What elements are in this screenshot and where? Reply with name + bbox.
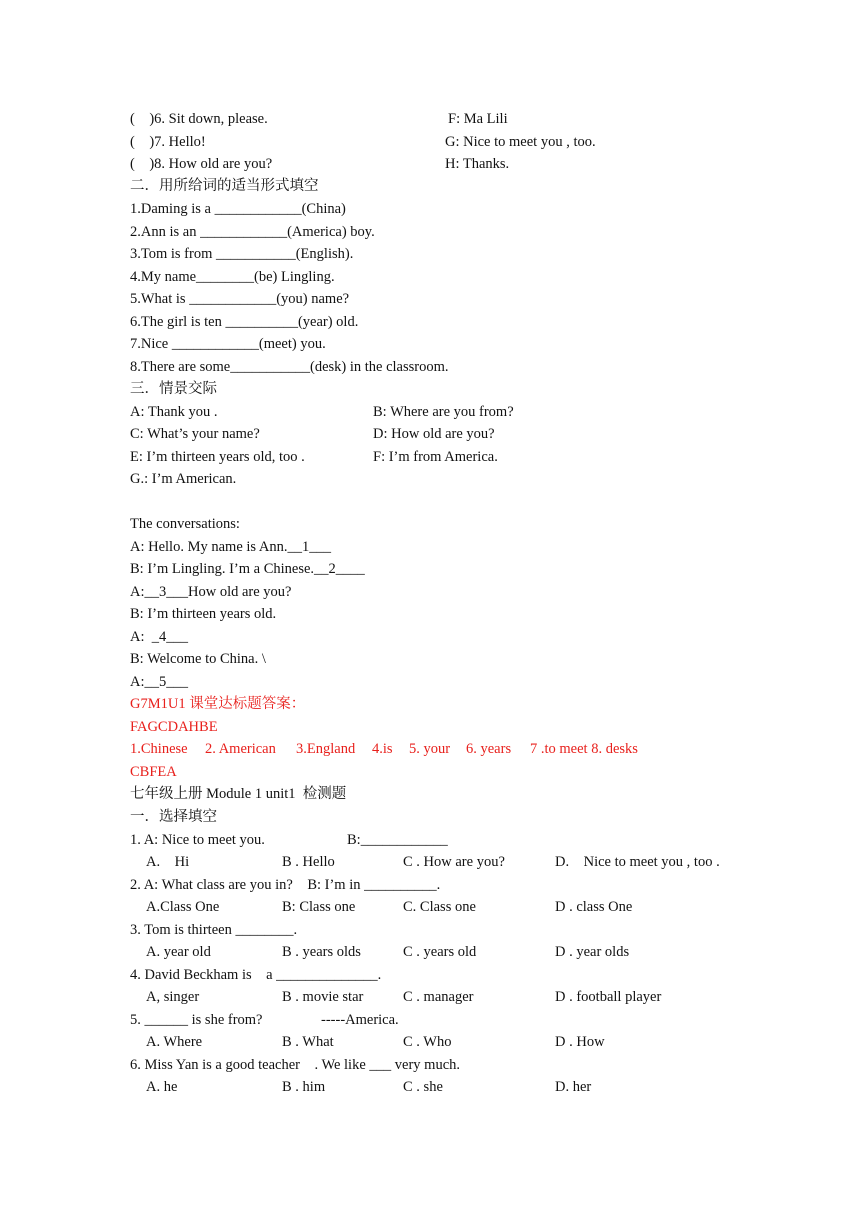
- conv-text: B: I’m thirteen years old.: [130, 606, 277, 622]
- fill-item-3: 3.Tom is from ___________(English).: [130, 246, 354, 262]
- conv-text: A: Hello. My name is Ann.: [130, 539, 288, 555]
- question-3-option-a: A. year old: [146, 944, 211, 960]
- conversation-line-5: [130, 628, 188, 646]
- conv-blank: __3___: [144, 584, 188, 600]
- matching-right-f: F: Ma Lili: [448, 111, 508, 127]
- question-5-option-a: A. Where: [146, 1034, 203, 1050]
- option-a: A: Thank you .: [130, 404, 218, 420]
- conv-text: A:: [130, 674, 145, 690]
- conv-text: A:: [130, 629, 152, 645]
- section2-heading: 二．用所给词的适当形式填空: [130, 178, 319, 194]
- fill-item-5: 5.What is ____________(you) name?: [130, 291, 350, 307]
- question-6-option-c: C . she: [403, 1079, 443, 1095]
- question-6-option-b: B . him: [282, 1079, 326, 1095]
- conversation-line-3: [130, 583, 291, 601]
- question-3-option-c: C . years old: [403, 944, 477, 960]
- option-d: D: How old are you?: [373, 426, 495, 442]
- conv-blank: __5___: [144, 674, 188, 690]
- option-f: F: I’m from America.: [373, 449, 498, 465]
- question-3-stem: 3. Tom is thirteen ________.: [130, 922, 298, 938]
- option-e: E: I’m thirteen years old, too .: [130, 449, 305, 465]
- answer-6: 6. years: [466, 741, 512, 757]
- question-5-option-b: B . What: [282, 1034, 334, 1050]
- conversation-line-7: [130, 673, 188, 691]
- conversation-line-6: [130, 650, 266, 668]
- matching-right-g: G: Nice to meet you , too.: [445, 134, 596, 150]
- conversation-line-4: [130, 605, 276, 623]
- conversation-label: The conversations:: [130, 516, 240, 532]
- question-1-option-c: C . How are you?: [403, 854, 505, 870]
- question-5-option-d: D . How: [555, 1034, 605, 1050]
- conv-blank: __1___: [287, 539, 331, 555]
- question-1-stem: 1. A: Nice to meet you.: [130, 832, 265, 848]
- conv-text: A:: [130, 584, 145, 600]
- question-2-option-a: A.Class One: [146, 899, 220, 915]
- conv-text-after: How old are you?: [188, 584, 292, 600]
- conversation-line-2: [130, 560, 365, 578]
- matching-right-h: H: Thanks.: [445, 156, 510, 172]
- test-title: 七年级上册 Module 1 unit1 检测题: [130, 786, 347, 802]
- question-6-option-d: D. her: [555, 1079, 592, 1095]
- answer-2: 2. American: [205, 741, 276, 757]
- question-4-stem: 4. David Beckham is a ______________.: [130, 967, 382, 983]
- question-1-option-b: B . Hello: [282, 854, 335, 870]
- question-5-stem: 5. ______ is she from?: [130, 1012, 263, 1028]
- matching-left-7: ( )7. Hello!: [130, 134, 206, 150]
- question-5-stem-b: -----America.: [321, 1012, 399, 1028]
- question-1-stem-b: B:____________: [347, 832, 448, 848]
- conv-blank: __2____: [314, 561, 365, 577]
- question-4-option-c: C . manager: [403, 989, 474, 1005]
- answers-line-1: FAGCDAHBE: [130, 719, 218, 735]
- section3-heading: 三．情景交际: [130, 381, 217, 397]
- answer-4: 4.is: [372, 741, 393, 757]
- conversation-line-1: [130, 538, 331, 556]
- question-5-option-c: C . Who: [403, 1034, 452, 1050]
- answers-line-3: CBFEA: [130, 764, 177, 780]
- answer-7-8: 7 .to meet 8. desks: [530, 741, 638, 757]
- matching-left-6: ( )6. Sit down, please.: [130, 111, 268, 127]
- fill-item-8: 8.There are some___________(desk) in the classroom.: [130, 359, 449, 375]
- conv-blank: _4___: [151, 629, 188, 645]
- fill-item-7: 7.Nice ____________(meet) you.: [130, 336, 326, 352]
- fill-item-4: 4.My name________(be) Lingling.: [130, 269, 335, 285]
- answer-1: 1.Chinese: [130, 741, 188, 757]
- question-2-option-d: D . class One: [555, 899, 633, 915]
- question-1-option-d: D. Nice to meet you , too .: [555, 854, 720, 870]
- matching-left-8: ( )8. How old are you?: [130, 156, 273, 172]
- option-g: G.: I’m American.: [130, 471, 237, 487]
- answers-title: G7M1U1 课堂达标题答案：: [130, 696, 306, 712]
- fill-item-1: 1.Daming is a ____________(China): [130, 201, 346, 217]
- question-2-option-c: C. Class one: [403, 899, 476, 915]
- option-c: C: What’s your name?: [130, 426, 260, 442]
- question-2-option-b: B: Class one: [282, 899, 356, 915]
- conv-text: B: I’m Lingling. I’m a Chinese.: [130, 561, 315, 577]
- question-4-option-a: A, singer: [146, 989, 200, 1005]
- question-3-option-b: B . years olds: [282, 944, 361, 960]
- question-6-option-a: A. he: [146, 1079, 178, 1095]
- question-3-option-d: D . year olds: [555, 944, 630, 960]
- conv-text: B: Welcome to China. \: [130, 651, 266, 667]
- option-b: B: Where are you from?: [373, 404, 514, 420]
- question-1-option-a: A. Hi: [146, 854, 190, 870]
- fill-item-6: 6.The girl is ten __________(year) old.: [130, 314, 359, 330]
- answer-3: 3.England: [296, 741, 356, 757]
- question-4-option-b: B . movie star: [282, 989, 364, 1005]
- question-6-stem: 6. Miss Yan is a good teacher . We like ___ very much.: [130, 1057, 461, 1073]
- question-2-stem: 2. A: What class are you in? B: I’m in __________.: [130, 877, 441, 893]
- question-4-option-d: D . football player: [555, 989, 662, 1005]
- fill-item-2: 2.Ann is an ____________(America) boy.: [130, 224, 375, 240]
- test-section1-heading: 一．选择填空: [130, 809, 217, 825]
- answer-5: 5. your: [409, 741, 451, 757]
